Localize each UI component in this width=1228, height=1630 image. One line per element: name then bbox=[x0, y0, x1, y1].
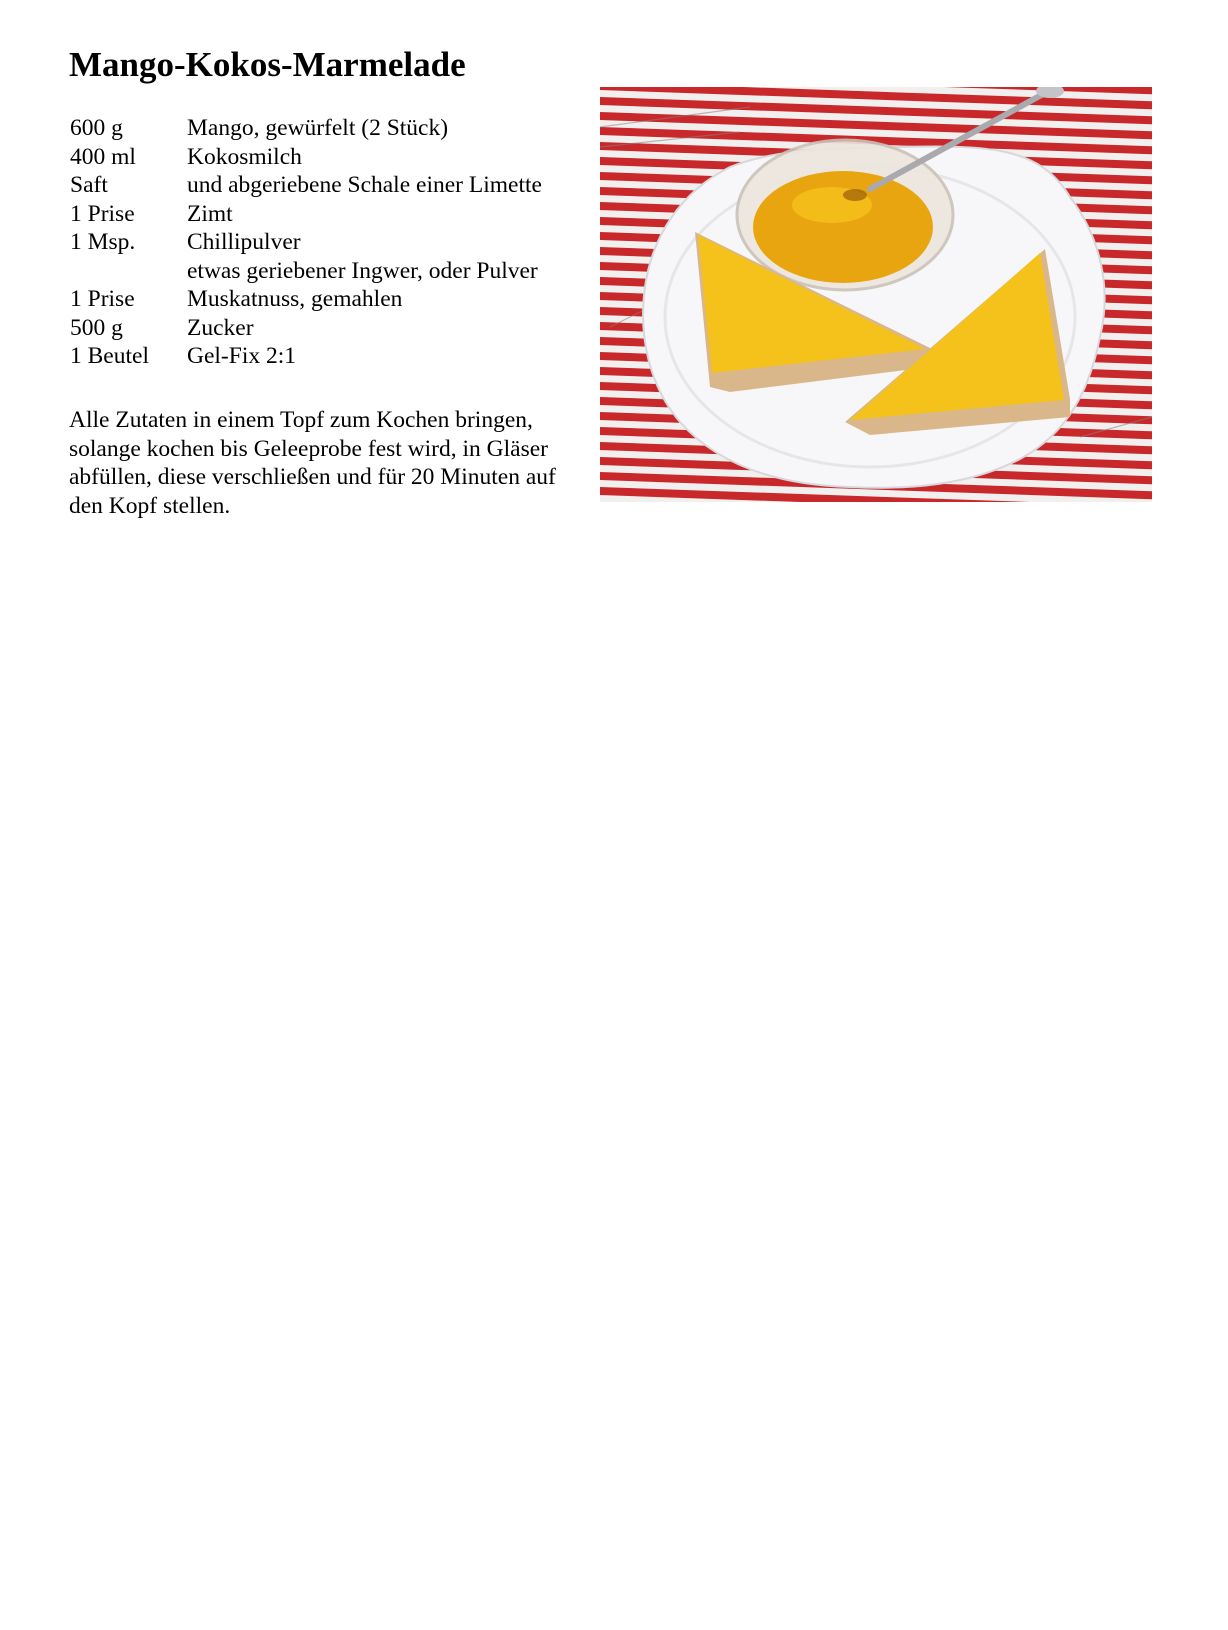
ingredient-name: und abgeriebene Schale einer Limette bbox=[187, 172, 542, 198]
ingredient-name: Mango, gewürfelt (2 Stück) bbox=[187, 115, 449, 141]
ingredient-row bbox=[70, 285, 590, 314]
ingredient-name: Zimt bbox=[187, 200, 233, 227]
ingredient-list bbox=[70, 114, 590, 371]
page-title: Mango-Kokos-Marmelade bbox=[69, 45, 466, 84]
jam-dark-spot bbox=[843, 189, 867, 201]
ingredient-row bbox=[70, 342, 590, 371]
ingredient-amount: 400 ml bbox=[70, 143, 136, 170]
ingredient-row bbox=[70, 200, 590, 229]
ingredient-row bbox=[70, 114, 590, 143]
ingredient-amount bbox=[70, 257, 187, 286]
ingredient-amount: 1 Prise bbox=[70, 286, 135, 312]
ingredient-row bbox=[70, 228, 590, 257]
ingredient-name: Kokosmilch bbox=[187, 143, 302, 170]
ingredient-amount: 600 g bbox=[70, 115, 123, 141]
instructions-text: Alle Zutaten in einem Topf zum Kochen bringen, solange kochen bis Geleeprobe fest wird, in Gläser abfüllen, diese verschließen und für 20 Minuten auf den Kopf stellen. bbox=[69, 407, 556, 519]
ingredient-name: Gel-Fix 2:1 bbox=[187, 343, 297, 369]
ingredient-amount: 1 Beutel bbox=[70, 343, 149, 369]
ingredient-name: Muskatnuss, gemahlen bbox=[187, 286, 403, 312]
ingredient-row bbox=[70, 143, 590, 172]
ingredient-amount: 1 Prise bbox=[70, 200, 135, 227]
ingredient-amount: 500 g bbox=[70, 314, 123, 341]
jam-toast-photo bbox=[600, 87, 1152, 502]
ingredient-row bbox=[70, 171, 590, 200]
ingredient-amount: 1 Msp. bbox=[70, 229, 136, 255]
ingredient-name: Zucker bbox=[187, 314, 254, 341]
ingredient-name: Chillipulver bbox=[187, 229, 301, 255]
ingredient-amount: Saft bbox=[70, 172, 108, 198]
ingredient-row bbox=[70, 314, 590, 343]
ingredient-name: etwas geriebener Ingwer, oder Pulver bbox=[187, 257, 538, 284]
ingredient-row bbox=[70, 257, 590, 286]
